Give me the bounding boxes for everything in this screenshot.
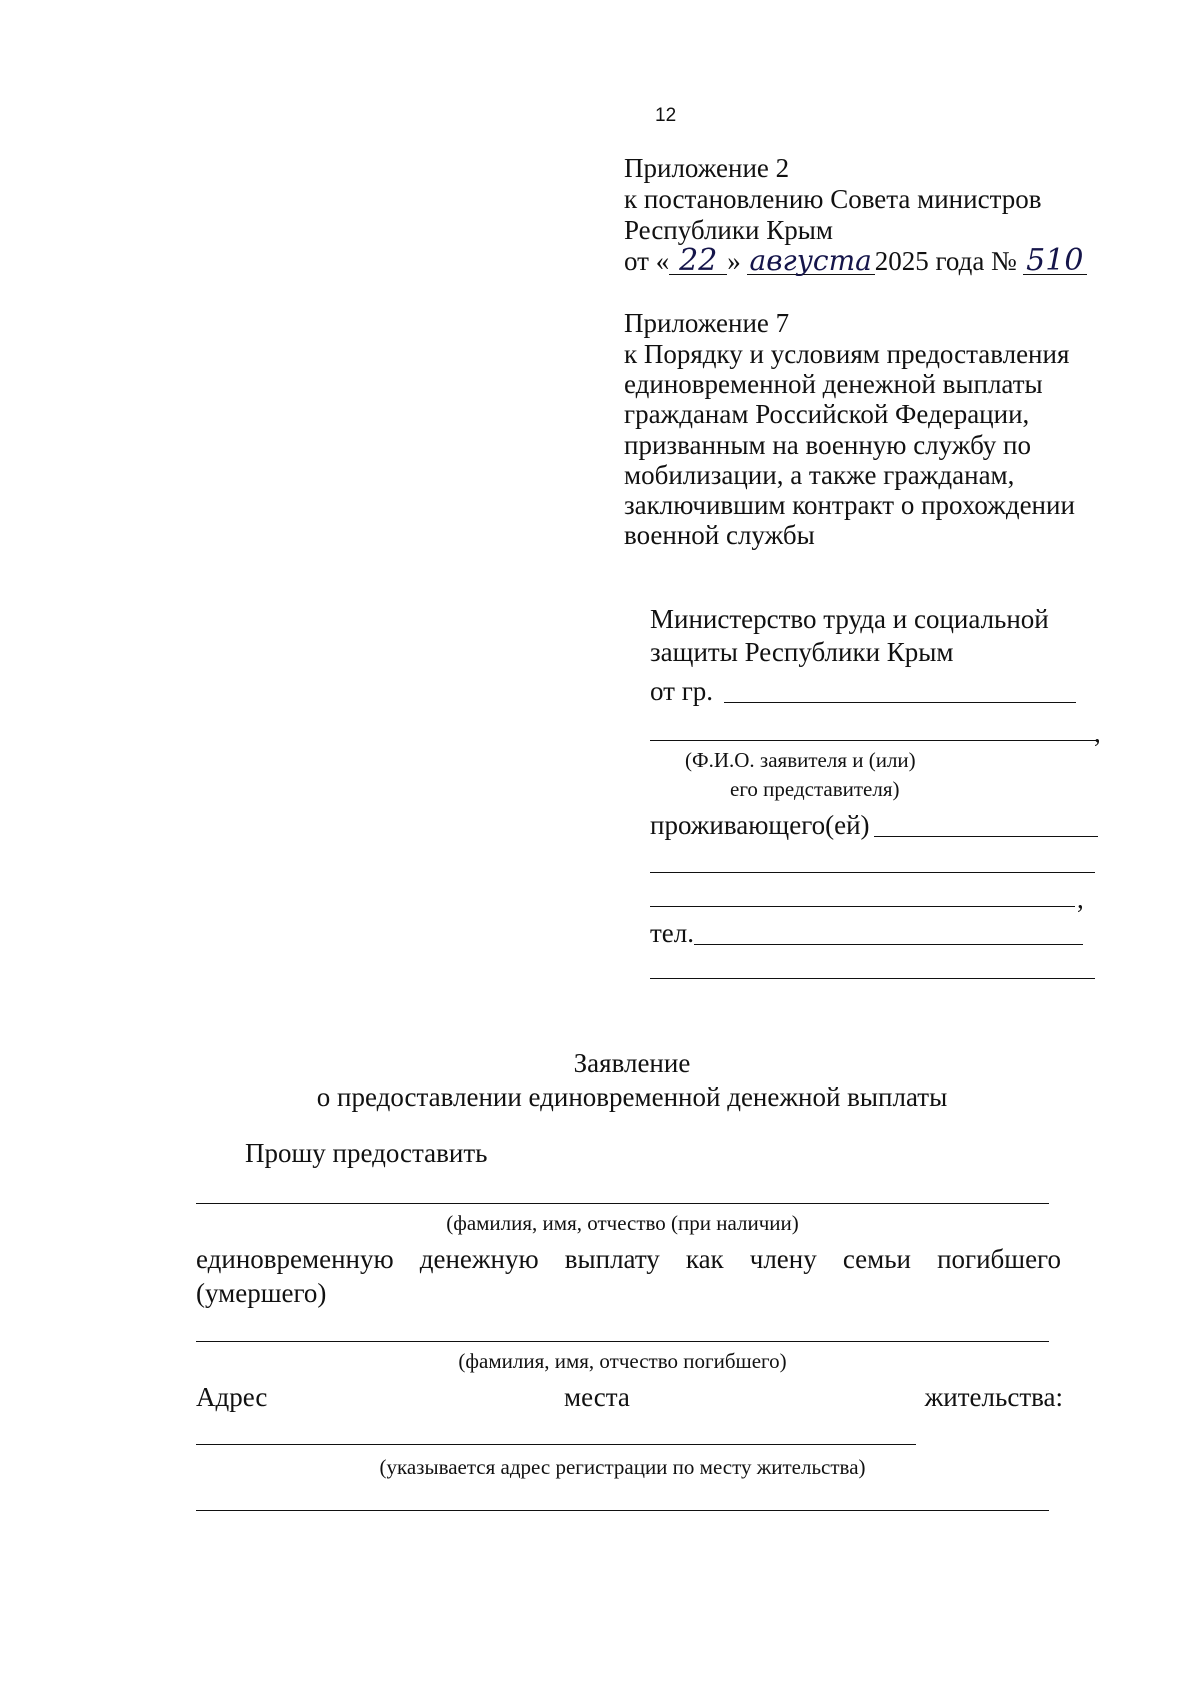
body-word: как (685, 1244, 724, 1274)
from-label: от гр. (650, 676, 714, 706)
appendix-2-date-line (624, 243, 1087, 278)
date-month: августа (747, 248, 875, 275)
address-word: места (564, 1382, 630, 1412)
date-year: 2025 года № (874, 246, 1017, 276)
appendix-7-line: заключившим контракт о прохождении (624, 490, 1075, 520)
body-word: семьи (842, 1244, 911, 1274)
body-word: денежную (419, 1244, 539, 1274)
phone-label: тел. (650, 918, 695, 948)
phone-field-2[interactable] (650, 978, 1095, 979)
body-word: единовременную (196, 1244, 394, 1274)
appendix-7-title: Приложение 7 (624, 308, 790, 338)
comma: , (1094, 718, 1101, 748)
date-prefix: от « (624, 246, 670, 276)
phone-field[interactable] (694, 944, 1083, 945)
address-caption: (указывается адрес регистрации по месту жительства) (379, 1455, 866, 1479)
statement-subtitle: о предоставлении единовременной денежной выплаты (316, 1082, 948, 1112)
residing-label: проживающего(ей) (650, 810, 870, 840)
appendix-7-line: мобилизации, а также гражданам, (624, 460, 1015, 490)
deceased-name-caption: (фамилия, имя, отчество погибшего) (458, 1349, 787, 1373)
fio-caption: его представителя) (730, 777, 900, 801)
body-line-2: (умершего) (196, 1278, 327, 1308)
applicant-name-field[interactable] (650, 740, 1096, 741)
fio-caption: (Ф.И.О. заявителя и (или) (685, 748, 916, 772)
doc-number: 510 (1023, 248, 1087, 275)
recipient-name-field[interactable] (196, 1203, 1049, 1204)
from-name-field[interactable] (724, 702, 1076, 703)
body-word: погибшего (937, 1244, 1061, 1274)
appendix-2-title: Приложение 2 (624, 153, 790, 183)
appendix-2-line: к постановлению Совета министров (624, 184, 1042, 214)
comma: , (1077, 884, 1084, 914)
residing-field-3[interactable] (650, 906, 1075, 907)
address-word: жительства: (924, 1382, 1063, 1412)
body-line-1 (196, 1244, 1061, 1275)
appendix-7-line: к Порядку и условиям предоставления (624, 339, 1070, 369)
request-text: Прошу предоставить (245, 1138, 488, 1168)
date-day: 22 (669, 248, 727, 275)
statement-title: Заявление (573, 1048, 691, 1078)
page-number: 12 (655, 105, 677, 126)
addressee-line: Министерство труда и социальной (650, 604, 1049, 634)
date-mid: » (727, 246, 741, 276)
appendix-7-line: военной службы (624, 520, 815, 550)
appendix-7-line: единовременной денежной выплаты (624, 369, 1043, 399)
addressee-line: защиты Республики Крым (650, 637, 954, 667)
address-field[interactable] (196, 1444, 916, 1445)
recipient-name-caption: (фамилия, имя, отчество (при наличии) (446, 1211, 799, 1235)
appendix-7-line: призванным на военную службу по (624, 430, 1032, 460)
residing-field-2[interactable] (650, 872, 1095, 873)
appendix-2-line: Республики Крым (624, 215, 833, 245)
body-word: выплату (564, 1244, 660, 1274)
address-word: Адрес (196, 1382, 268, 1412)
residing-field[interactable] (874, 836, 1098, 837)
body-word: члену (749, 1244, 817, 1274)
deceased-name-field[interactable] (196, 1341, 1049, 1342)
address-field-2[interactable] (196, 1510, 1049, 1511)
appendix-7-line: гражданам Российской Федерации, (624, 399, 1030, 429)
